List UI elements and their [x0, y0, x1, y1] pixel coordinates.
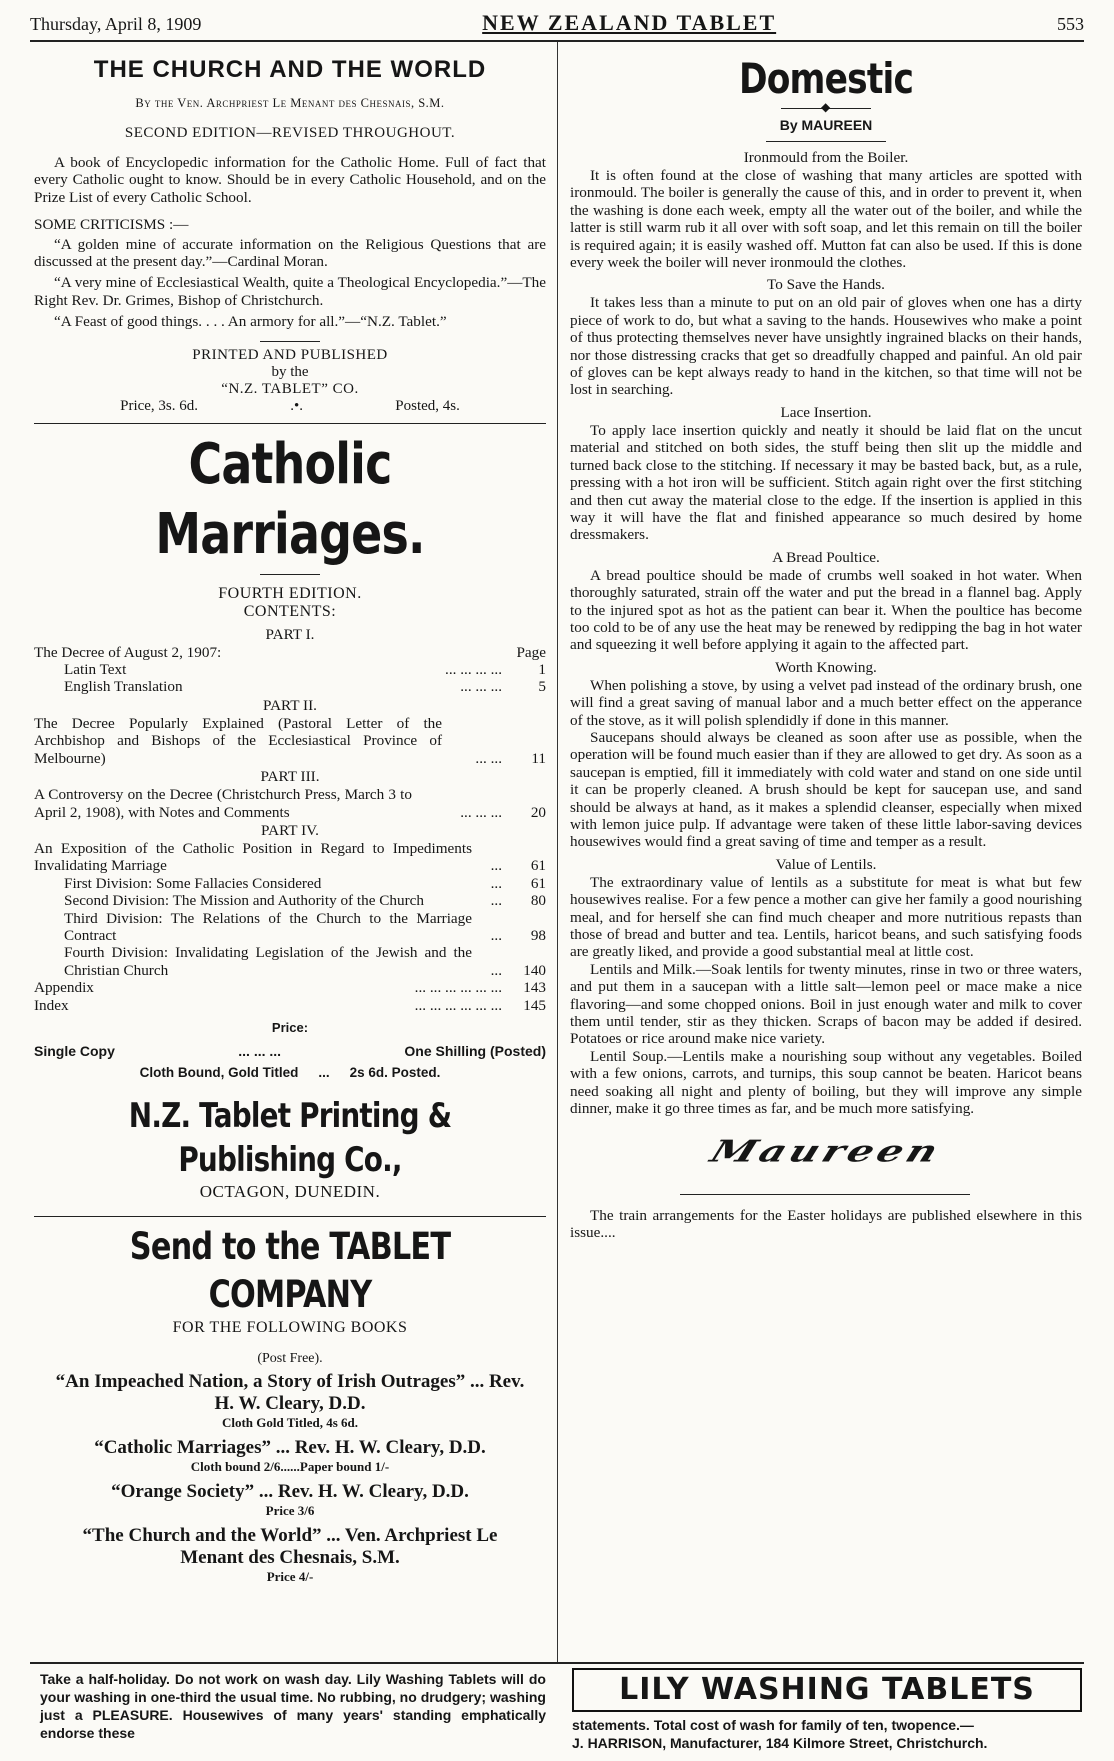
issue-date: Thursday, April 8, 1909	[30, 14, 202, 34]
toc-page-label: Page	[516, 643, 546, 661]
toc-row	[34, 840, 546, 875]
toc-page: 98	[530, 926, 546, 944]
toc-text: First Division: Some Fallacies Considered	[64, 874, 322, 892]
posted-value: Posted, 4s.	[395, 397, 460, 414]
send-tablet-ad	[34, 1223, 546, 1585]
book-title: “An Impeached Nation, a Story of Irish Outrages” ... Rev. H. W. Cleary, D.D.	[55, 1370, 525, 1414]
section-head: A Bread Poultice.	[772, 548, 880, 566]
section-para: When polishing a stove, by using a velvet pad instead of the ordinary brush, one will find a great saving of manual labor and a much better effect on the apperance of the stove, as it will polish splendidly if done in this manner.	[570, 676, 1082, 729]
signature-text: Maureen	[705, 1133, 947, 1169]
signature	[570, 1128, 1082, 1178]
criticisms-heading: SOME CRITICISMS :—	[34, 216, 189, 234]
marriages-contents: CONTENTS:	[243, 602, 337, 620]
toc-dots: ... ... ...	[460, 678, 502, 696]
section-head: To Save the Hands.	[767, 276, 885, 294]
section-para: Saucepans should always be cleaned as soon after use as possible, when the operation will be found much easier than if they are allowed to get dry. As soon as a saucepan is emptied, fill it immediately with cold water and stand on one side until it can be properly cleaned. A brush should be kept for saucepan use, and sand should be always at hand, as it makes a splendid cleanser, especially when mixed with lemon juice pulp. If advantage were taken of these little labor-saving devices housewives would find a great saving of time and temper as a result.	[570, 728, 1082, 851]
page-number: 553	[1056, 14, 1084, 34]
toc-dots: ...	[490, 857, 502, 875]
price-separator: .•.	[290, 397, 304, 414]
book-detail: Cloth Gold Titled, 4s 6d.	[221, 1414, 359, 1430]
toc-row	[34, 997, 546, 1014]
section-para: Lentil Soup.—Lentils make a nourishing soup without any vegetables. Boiled with a few onions, carrots, and turnips, this soup cannot be beaten. Haricot beans need soaking all night and plenty of boiling, but they will improve any simple dinner, make it go three times as far, and be much more satisfying.	[570, 1047, 1082, 1118]
toc-row	[34, 875, 546, 892]
toc-page: 145	[523, 996, 546, 1014]
part-label: PART IV.	[261, 821, 319, 839]
toc-row	[34, 786, 546, 821]
book-detail: Price 4/-	[266, 1568, 314, 1584]
catholic-marriages-ad	[34, 430, 546, 1080]
section-para: A bread poultice should be made of crumbs well soaked in hot water. When thoroughly saturated, strain off the water and put the bread in a flannel bag. Apply to the injured spot as hot as the patient can bear it. When the poultice has become too cold to be of any use the heat may be renewed by redipping the bag in hot water and squeezing it well before applying it again to the affected part.	[570, 566, 1082, 654]
toc-text: Second Division: The Mission and Authority of the Church	[64, 892, 424, 910]
toc-row	[34, 644, 546, 661]
byline-rule	[766, 141, 886, 142]
toc-dots: ...	[490, 892, 502, 910]
column-rule	[557, 42, 558, 1664]
domestic-section	[570, 275, 1082, 398]
criticism-quote: “A very mine of Ecclesiastical Wealth, quite a Theological Encyclopedia.”—The Right Rev. Dr. Grimes, Bishop of Christchurch.	[34, 274, 546, 309]
toc-dots: ... ... ... ... ... ...	[414, 979, 502, 997]
church-world-byline: By the Ven. Archpriest Le Menant des Chesnais, S.M.	[135, 96, 445, 110]
single-copy-dots: ... ... ...	[238, 1042, 282, 1059]
toc-dots: ...	[490, 874, 502, 892]
single-copy-row	[34, 1043, 546, 1059]
send-title: Send to the TABLET COMPANY	[129, 1224, 451, 1316]
printed-company: “N.Z. TABLET” CO.	[221, 380, 359, 397]
part-label: PART II.	[263, 696, 317, 714]
toc-page: 80	[530, 892, 546, 910]
part-label: PART I.	[265, 625, 315, 643]
lily-title: LILY WASHING TABLETS	[572, 1668, 1082, 1712]
masthead-title: NEW ZEALAND TABLET	[482, 10, 777, 35]
toc-row	[34, 678, 546, 695]
toc-text: English Translation	[64, 678, 183, 696]
section-head: Ironmould from the Boiler.	[743, 149, 909, 166]
toc-text: Fourth Division: Invalidating Legislation of the Jewish and the Christian Church	[64, 944, 472, 979]
toc-row	[34, 979, 546, 996]
section-para: Lentils and Milk.—Soak lentils for twenty minutes, rinse in two or three waters, and put them in a saucepan with a little salt—lemon peel or mace make a nice flavoring—and some chopped onions. Boil in just enough water and milk to cover them until tender, stir as they thicken. Scraps of bacon may be added if desired. Potatoes or rice around make nice variety.	[570, 960, 1082, 1048]
toc-page: 61	[530, 857, 546, 875]
church-world-ad	[34, 56, 546, 415]
toc-page: 1	[538, 661, 546, 679]
domestic-section	[570, 148, 1082, 271]
section-head: Worth Knowing.	[775, 658, 877, 676]
domestic-section	[570, 548, 1082, 654]
toc-text: A Controversy on the Decree (Christchurch Press, March 3 to April 2, 1908), with Notes and Comments	[34, 786, 412, 821]
footer-rule	[30, 1662, 1084, 1664]
price-value: Price, 3s. 6d.	[120, 397, 199, 414]
toc-dots: ... ... ...	[460, 803, 502, 821]
toc-page: 11	[531, 749, 546, 767]
publisher-block	[34, 1094, 546, 1202]
marriages-edition: FOURTH EDITION.	[218, 584, 362, 602]
toc-text: The Decree of August 2, 1907:	[34, 643, 222, 661]
catholic-marriages-title: Catholic Marriages.	[155, 431, 425, 567]
cloth-dots: ...	[318, 1064, 330, 1080]
lily-ad-right	[572, 1668, 1082, 1752]
toc-dots: ... ...	[475, 749, 502, 767]
toc-text: Index	[34, 996, 69, 1014]
printed-by-the: by the	[271, 363, 309, 380]
book-title: “Catholic Marriages” ... Rev. H. W. Cleary, D.D.	[94, 1436, 486, 1458]
toc-page: 143	[523, 979, 546, 997]
lily-statement: statements. Total cost of wash for family of ten, twopence.—	[572, 1717, 974, 1733]
toc-dots: ...	[490, 926, 502, 944]
criticism-quote: “A golden mine of accurate information on the Religious Questions that are discussed at the present day.”—Cardinal Moran.	[34, 235, 546, 271]
lily-ad-text: Take a half-holiday. Do not work on wash day. Lily Washing Tablets will do your washing in one-third the usual time. No rubbing, no drudgery; washing just a PLEASURE. Housewives of many years' standing emphatically endorse these	[40, 1671, 546, 1741]
toc-dots: ... ... ... ...	[445, 661, 502, 679]
toc-row	[34, 944, 546, 979]
printed-published: PRINTED AND PUBLISHED	[192, 346, 388, 363]
send-subtitle: FOR THE FOLLOWING BOOKS	[172, 1318, 408, 1336]
church-world-edition: SECOND EDITION—REVISED THROUGHOUT.	[124, 125, 456, 141]
cloth-label: Cloth Bound, Gold Titled	[139, 1064, 299, 1080]
diamond-icon: ◆	[821, 100, 831, 114]
signature-rule	[680, 1194, 970, 1195]
train-note: The train arrangements for the Easter holidays are published elsewhere in this issue....	[570, 1206, 1082, 1241]
toc-text: The Decree Popularly Explained (Pastoral Letter of the Archbishop and Bishops of the Ecclesiastical Province of Melbourne)	[34, 714, 442, 767]
toc-text: Appendix	[34, 979, 94, 997]
publisher-address: OCTAGON, DUNEDIN.	[199, 1181, 381, 1201]
church-world-price	[34, 398, 546, 415]
criticism-quote: “A Feast of good things. . . . An armory for all.”—“N.Z. Tablet.”	[54, 313, 447, 331]
book-detail: Price 3/6	[265, 1502, 315, 1518]
single-copy-price: One Shilling (Posted)	[404, 1042, 546, 1059]
section-para: To apply lace insertion quickly and neatly it should be laid flat on the uncut material and stitched on both sides, the stuff being then slit up the middle and turned back close to the stitching. If necessary it may be basted back, but, as a rule, pressing with a hot iron will be sufficient. Stitch again right over the first stitching and then cut away the material close to the edge. If the insertion is applied in this way it will have the flat and finished appearance so much desired by home dressmakers.	[570, 421, 1082, 544]
section-para: It is often found at the close of washing that many articles are spotted with ironmould. The boiler is generally the cause of this, and in order to prevent it, when the washing is done each week, empty all the water out of the boiler, and while the latter is still warm rub it all over with soft soap, and let this remain on till the boiler is required again; it is easily washed off. Mutton fat can also be used. If this is done every week the boiler will never ironmould the clothes.	[570, 167, 1082, 272]
book-detail: Cloth bound 2/6......Paper bound 1/-	[190, 1458, 390, 1474]
single-copy-label: Single Copy	[34, 1042, 115, 1059]
domestic-section	[570, 403, 1082, 544]
toc-page: 140	[523, 961, 546, 979]
domestic-byline: By MAUREEN	[779, 117, 873, 133]
right-column	[570, 52, 1082, 1241]
domestic-section	[570, 855, 1082, 1118]
toc-row	[34, 661, 546, 678]
toc-row	[34, 715, 546, 767]
section-head: Lace Insertion.	[780, 403, 872, 421]
domestic-title: Domestic	[738, 54, 914, 103]
book-title: “Orange Society” ... Rev. H. W. Cleary, D.D.	[111, 1480, 469, 1502]
toc-text: An Exposition of the Catholic Position in Regard to Impediments Invalidating Marriage	[34, 839, 472, 875]
toc-row	[34, 910, 546, 945]
toc-text: Third Division: The Relations of the Church to the Marriage Contract	[64, 909, 472, 944]
toc-dots: ...	[490, 961, 502, 979]
toc-page: 5	[538, 678, 546, 696]
post-free: (Post Free).	[257, 1350, 323, 1366]
book-title: “The Church and the World” ... Ven. Archpriest Le Menant des Chesnais, S.M.	[82, 1524, 498, 1568]
toc-text: Latin Text	[64, 661, 127, 679]
church-world-description: A book of Encyclopedic information for the Catholic Home. Full of fact that every Catholic ought to know. Should be in every Catholic Household, and on the Prize List of every Catholic School.	[34, 154, 546, 206]
toc-row	[34, 892, 546, 909]
left-column	[34, 52, 546, 1585]
section-head: Value of Lentils.	[775, 855, 877, 873]
toc-page: 61	[530, 874, 546, 892]
toc-dots: ... ... ... ... ... ...	[414, 996, 502, 1014]
title-ornament	[781, 100, 871, 114]
lily-manufacturer: J. HARRISON, Manufacturer, 184 Kilmore Street, Christchurch.	[572, 1735, 988, 1751]
part-label: PART III.	[260, 768, 320, 786]
church-world-title: THE CHURCH AND THE WORLD	[93, 56, 487, 83]
cloth-price: 2s 6d. Posted.	[349, 1064, 441, 1080]
marriages-price-label: Price:	[271, 1019, 309, 1035]
section-para: It takes less than a minute to put on an old pair of gloves when one has a dirty piece of work to do, but what a saving to the hands. Housewives who make a point of thus protecting themselves never have unsightly ingrained blacks on their hands, nor those distressing cracks that get so dreadfully chapped and painful. An old pair of gloves can be kept always ready to hand in the kitchen, so that time will not be lost in searching.	[570, 294, 1082, 399]
publisher-name: N.Z. Tablet Printing & Publishing Co.,	[128, 1095, 452, 1180]
domestic-section	[570, 658, 1082, 851]
toc-page: 20	[530, 803, 546, 821]
page-header	[30, 10, 1084, 34]
cloth-row	[34, 1065, 546, 1080]
section-para: The extraordinary value of lentils as a substitute for meat is what but few housewives realise. For a few pence a mother can give her family a good nourishing meal, and for herself she can find much cheaper and more nutritious repasts than those of bread and butter and tea. Lentils, haricot beans, and such satisfying foods are greatly liked, and provide a good substantial meal at little cost.	[570, 873, 1082, 961]
